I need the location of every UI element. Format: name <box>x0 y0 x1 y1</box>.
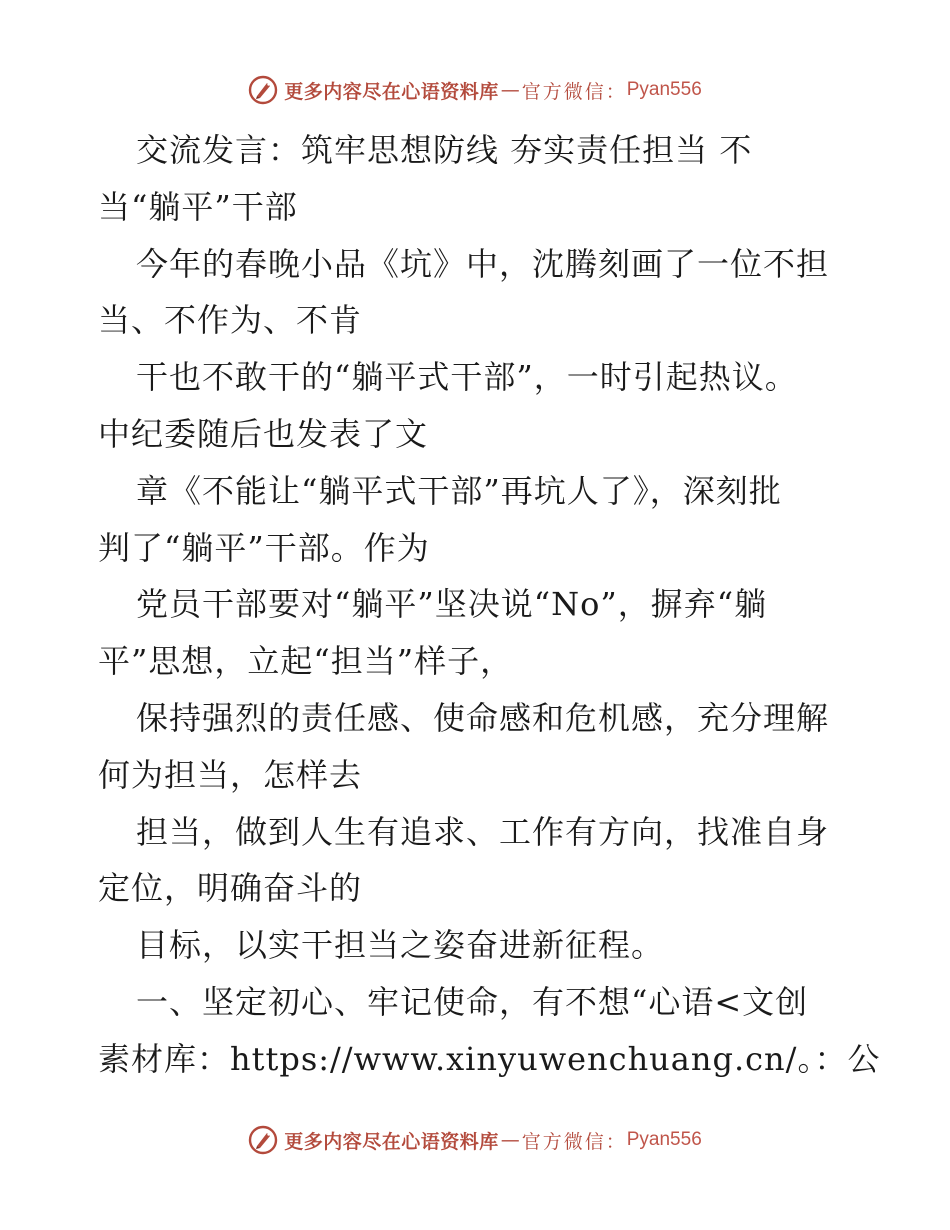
text-line: 干也不敢干的“躺平式干部”，一时引起热议。 <box>136 358 798 397</box>
banner-wechat-id: Pyan556 <box>626 79 702 100</box>
text-line: 平”思想，立起“担当”样子， <box>98 642 514 681</box>
banner-slogan: 更多内容尽在心语资料库 <box>284 80 499 103</box>
text-line: 章《不能让“躺平式干部”再坑人了》，深刻批 <box>136 471 782 510</box>
text-line: 何为担当，怎样去 <box>98 755 363 794</box>
banner-separator: — <box>500 79 520 101</box>
banner-slogan: 更多内容尽在心语资料库 <box>284 1130 499 1153</box>
text-line: 定位，明确奋斗的 <box>98 869 363 908</box>
text-line: 目标，以实干担当之姿奋进新征程。 <box>136 926 665 965</box>
text-line: 党员干部要对“躺平”坚决说“No”，摒弃“躺 <box>136 585 768 624</box>
text-line: 当“躺平”干部 <box>98 187 298 226</box>
footer-banner <box>0 1120 950 1160</box>
text-line: 今年的春晚小品《坑》中，沈腾刻画了一位不担 <box>136 244 830 283</box>
text-line: 一、坚定初心、牢记使命，有不想“心语<文创 <box>136 982 809 1021</box>
pen-logo-icon <box>248 75 278 105</box>
text-line: 保持强烈的责任感、使命感和危机感，充分理解 <box>136 698 830 737</box>
text-line: 担当，做到人生有追求、工作有方向，找准自身 <box>136 812 830 851</box>
text-line: 素材库：https://www.xinyuwenchuang.cn/。：公 <box>98 1039 881 1078</box>
text-line: 交流发言：筑牢思想防线 夯实责任担当 不 <box>136 131 753 169</box>
banner-wechat-label: 官方微信： <box>521 80 627 103</box>
banner-wechat-id: Pyan556 <box>626 1129 702 1150</box>
header-banner <box>0 70 950 110</box>
text-line: 当、不作为、不肯 <box>98 301 363 340</box>
banner-separator: — <box>500 1129 520 1151</box>
document-body <box>98 122 881 1088</box>
text-line: 中纪委随后也发表了文 <box>98 414 429 453</box>
text-line: 判了“躺平”干部。作为 <box>98 528 430 567</box>
pen-logo-icon <box>248 1125 278 1155</box>
banner-wechat-label: 官方微信： <box>521 1130 627 1153</box>
